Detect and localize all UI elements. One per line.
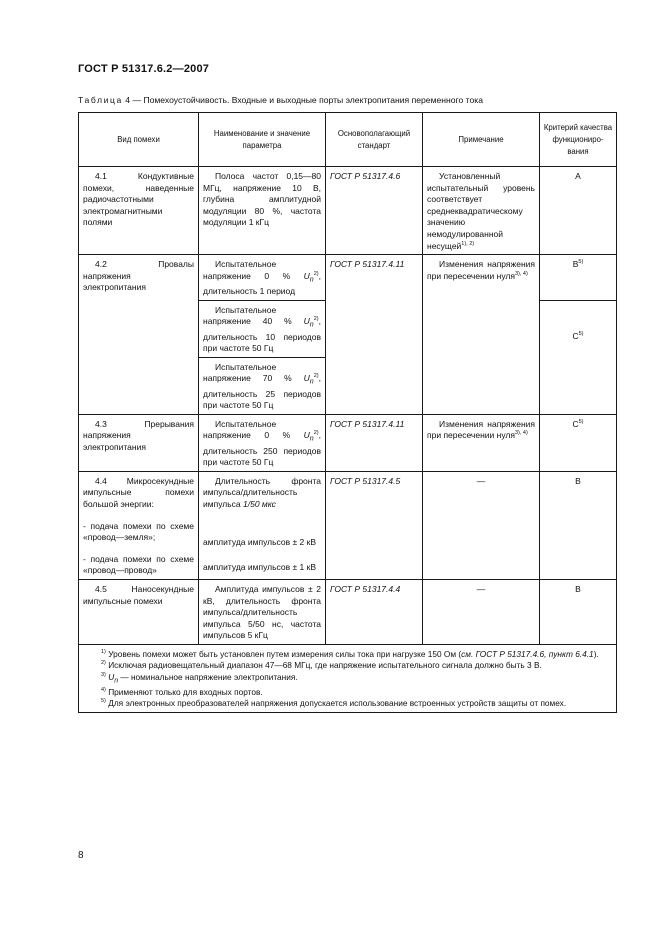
- cell-criterion: A: [540, 167, 617, 255]
- un-symbol: U: [303, 373, 310, 384]
- footnote-text: Для электронных преобразователей напряжения допускается использование встроенных устройств защиты от помех.: [105, 698, 567, 709]
- table-row: [79, 167, 617, 255]
- cell-kind: 4.2 Провалы напряжения электропитания: [79, 255, 199, 415]
- footnote-mark: 4): [101, 687, 106, 694]
- cell-kind: [79, 471, 199, 579]
- un-symbol: U: [303, 270, 310, 281]
- column-header-criterion: Критерий качества функциониро-вания: [540, 113, 617, 167]
- footnote-text: — номинальное напряжение электропитания.: [118, 671, 298, 682]
- footnote-mark: 5): [101, 698, 106, 705]
- cell-note: —: [423, 579, 540, 644]
- cell-criterion: [540, 414, 617, 471]
- param-text: Испытательное напряжение 70 %: [203, 361, 304, 384]
- note-footnote-ref: 1), 2): [461, 240, 475, 247]
- table-row: [79, 579, 617, 644]
- cell-param: Полоса частот 0,15—80 МГц, напряжение 10 В, глубина амплитудной модуляции 80 %, частота модуляции 1 кГц: [199, 167, 326, 255]
- table-caption-label: Таблица: [78, 95, 123, 105]
- param-text: Испытательное напряжение 0 %: [203, 259, 304, 281]
- footnote-2: [83, 660, 612, 671]
- kind-subitem-line-earth: - подача помехи по схеме «провод—земля»;: [83, 520, 194, 543]
- footnote-text: Исключая радиовещательный диапазон 47—68 МГц, где напряжение испытательного сигнала должно быть 3 В.: [105, 660, 542, 671]
- note-text: Изменения напряжения при пересечении нуля: [427, 259, 535, 281]
- cell-kind: 4.5 Наносекундные импульсные помехи: [79, 579, 199, 644]
- cell-param: Амплитуда импульсов ± 2 кВ, длительность фронта импульса/длительность импульса 5/50 нс, частота импульсов 5 кГц: [199, 579, 326, 644]
- cell-standard: ГОСТ Р 51317.4.4: [326, 579, 423, 644]
- param-text: Испытательное напряжение 40 %: [203, 304, 304, 327]
- footnote-mark: 3): [101, 671, 106, 678]
- table-header-row: [79, 113, 617, 167]
- footnote-mark: 1): [101, 649, 106, 656]
- cell-standard: ГОСТ Р 51317.4.5: [326, 471, 423, 579]
- cell-param: [199, 255, 326, 300]
- param-text: , длительность 25 периодов при частоте 50 Гц: [203, 373, 321, 411]
- table-row: [79, 471, 617, 579]
- cell-criterion: B: [540, 579, 617, 644]
- cell-param: [199, 357, 326, 414]
- footnote-4: [83, 687, 612, 698]
- document-standard-code: ГОСТ Р 51317.6.2—2007: [78, 63, 210, 75]
- kind-subitem-line-line: - подача помехи по схеме «провод—провод»: [83, 553, 194, 576]
- footnote-text: Применяют только для входных портов.: [105, 686, 263, 697]
- column-header-note: Примечание: [423, 113, 540, 167]
- footnote-text: ).: [593, 648, 599, 659]
- footnote-reference: см. ГОСТ Р 51317.4.6, пункт 6.4.1: [461, 648, 594, 659]
- param-footnote-ref: 2): [313, 430, 319, 437]
- footnotes-cell: [79, 644, 617, 712]
- footnote-text: Уровень помехи может быть установлен путем измерения силы тока при нагрузке 150 Ом (: [105, 648, 462, 659]
- param-amplitude-2kv: амплитуда импульсов ± 2 кВ: [203, 536, 316, 547]
- param-footnote-ref: 2): [313, 373, 319, 380]
- cell-param: [199, 414, 326, 471]
- cell-param: [199, 300, 326, 357]
- footnote-1: [83, 649, 612, 660]
- un-subscript: n: [309, 275, 314, 284]
- un-subscript: n: [114, 677, 119, 685]
- note-footnote-ref: 3), 4): [514, 270, 528, 277]
- cell-note: [423, 167, 540, 255]
- criterion-footnote-ref: 5): [578, 418, 584, 425]
- table-caption: [78, 95, 483, 105]
- cell-note: [423, 255, 540, 415]
- param-text: , длительность 10 периодов при частоте 50 Гц: [203, 316, 321, 354]
- un-subscript: n: [309, 320, 314, 329]
- table-row: [79, 414, 617, 471]
- footnote-3: [83, 672, 612, 687]
- un-symbol: U: [108, 671, 115, 682]
- cell-kind: 4.3 Прерывания напряжения электропитания: [79, 414, 199, 471]
- cell-criterion: [540, 300, 617, 414]
- un-subscript: n: [309, 377, 314, 386]
- cell-kind: 4.1 Кондуктивные помехи, наведенные радиочастотными электромагнитными полями: [79, 167, 199, 255]
- param-text: , длительность 1 период: [203, 270, 321, 297]
- un-symbol: U: [303, 430, 310, 441]
- table-row: [79, 255, 617, 300]
- param-text-italic: 1/50 мкс: [243, 499, 276, 509]
- cell-criterion: [540, 255, 617, 300]
- note-text: Изменения напряжения при пересечении нуля: [427, 418, 535, 441]
- un-symbol: U: [303, 316, 310, 327]
- un-subscript: n: [309, 435, 314, 444]
- column-header-param: Наименование и значение параметра: [199, 113, 326, 167]
- page-number: 8: [78, 850, 84, 861]
- footnote-mark: 2): [101, 660, 106, 667]
- immunity-table: [78, 112, 617, 713]
- footnote-5: [83, 698, 612, 709]
- note-footnote-ref: 3), 4): [514, 430, 528, 437]
- table-caption-number: 4: [125, 95, 131, 105]
- criterion-value: C: [572, 330, 579, 341]
- cell-note: —: [423, 471, 540, 579]
- footnotes-row: [79, 644, 617, 712]
- param-text: , длительность 250 периодов при частоте 50 Гц: [203, 430, 321, 468]
- cell-note: [423, 414, 540, 471]
- param-text: Длительность фронта импульса/длительность импульса: [203, 475, 321, 509]
- criterion-footnote-ref: 5): [578, 330, 584, 337]
- param-text: Испытательное напряжение 0 %: [203, 418, 304, 441]
- cell-param: [199, 471, 326, 579]
- table-caption-text: — Помехоустойчивость. Входные и выходные порты электропитания переменного тока: [130, 95, 484, 105]
- criterion-value: B: [572, 259, 579, 270]
- cell-standard: ГОСТ Р 51317.4.6: [326, 167, 423, 255]
- cell-standard: ГОСТ Р 51317.4.11: [326, 414, 423, 471]
- param-amplitude-1kv: амплитуда импульсов ± 1 кВ: [203, 562, 316, 573]
- criterion-value: C: [572, 418, 579, 429]
- column-header-standard: Основополагающий стандарт: [326, 113, 423, 167]
- criterion-footnote-ref: 5): [578, 259, 584, 266]
- note-text: Установленный испытательный уровень соответствует среднеквадратическому значению немодулированной несущей: [427, 171, 535, 251]
- cell-criterion: B: [540, 471, 617, 579]
- param-footnote-ref: 2): [313, 270, 319, 277]
- cell-standard: ГОСТ Р 51317.4.11: [326, 255, 423, 415]
- column-header-kind: Вид помехи: [79, 113, 199, 167]
- kind-text: 4.4 Микросекундные импульсные помехи большой энергии:: [83, 475, 194, 509]
- param-footnote-ref: 2): [313, 316, 319, 323]
